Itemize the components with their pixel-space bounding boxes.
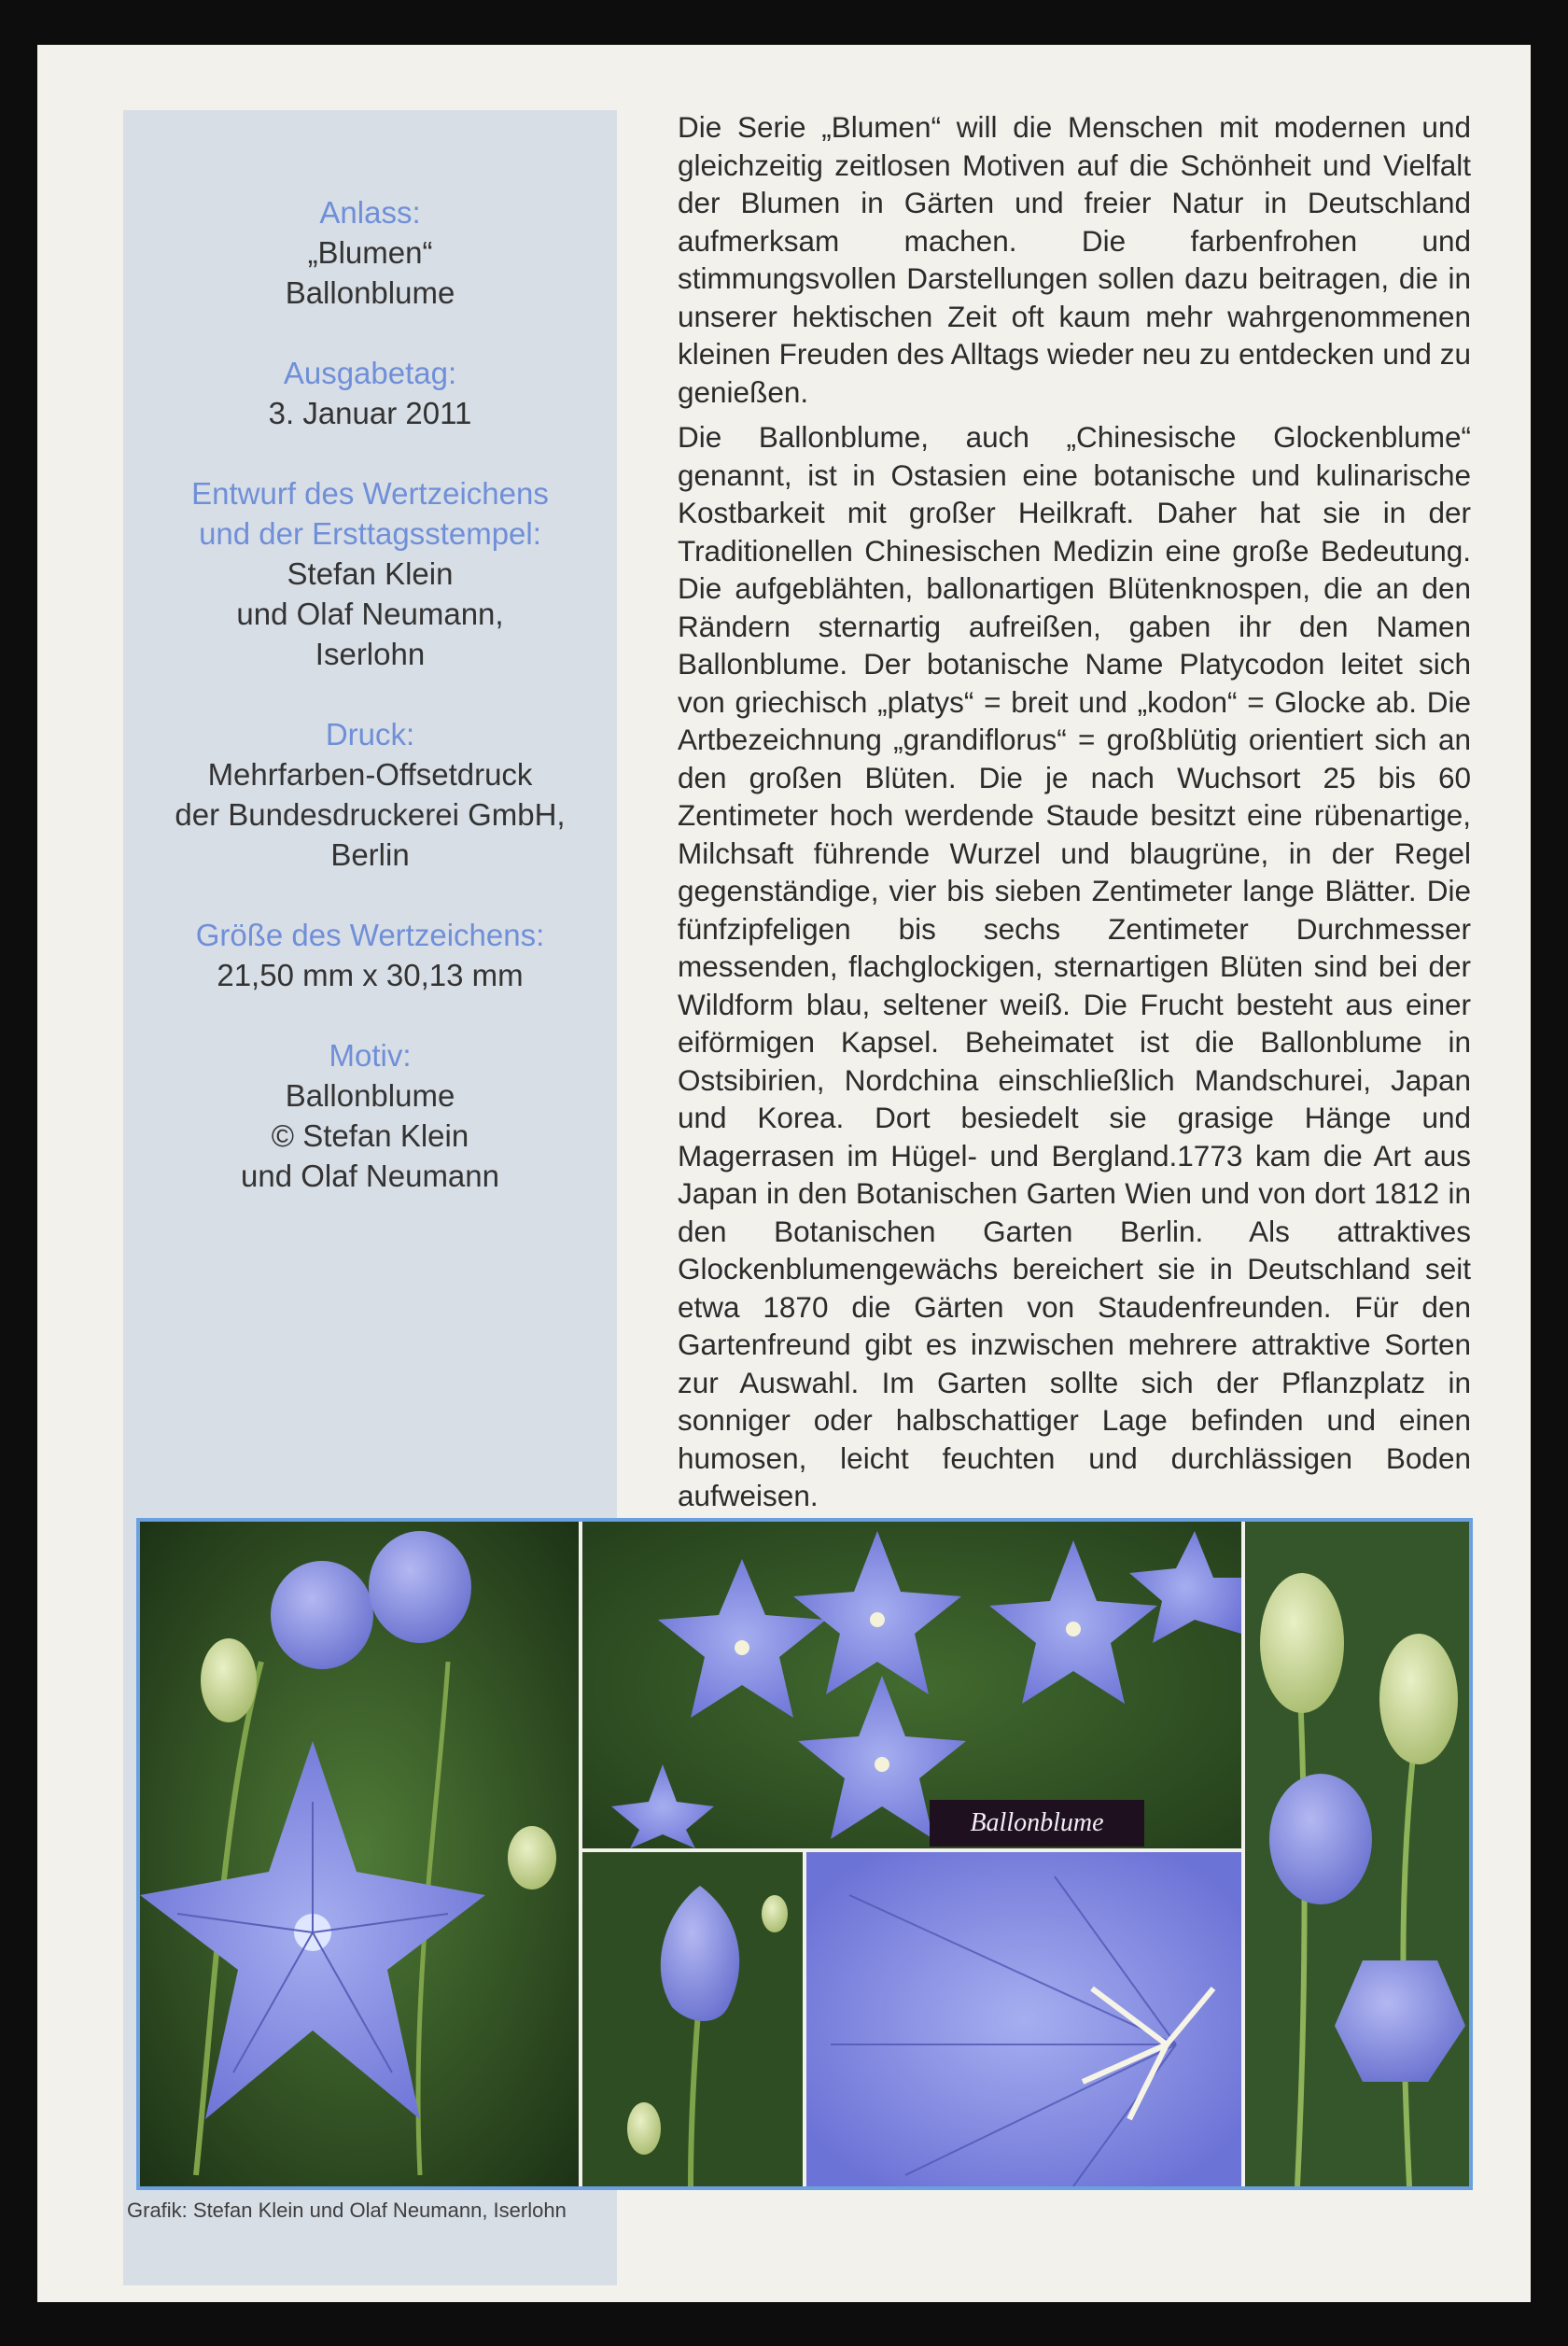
green-bud — [1260, 1573, 1344, 1713]
info-value: 3. Januar 2011 — [268, 396, 472, 430]
article-paragraph-2: Die Ballonblume, auch „Chinesische Glockenblume“ genannt, ist in Ostasien eine botanische und kulinarische Kostbarkeit mit großer Heilkraft. Daher hat sie in der Traditionellen Chinesischen Medizin eine große Bedeutung. Die aufgeblähten, ballonartigen Blütenknospen, die an den Rändern sternartig aufreißen, gaben ihr den Namen Ballonblume. Der botanische Name Platycodon leitet sich von griechisch „platys“ = breit und „kodon“ = Glocke ab. Die Artbezeichnung „grandiflorus“ = großblütig orientiert sich an den großen Blüten. Die je nach Wuchsort 25 bis 60 Zentimeter hoch werdende Staude besitzt eine rübenartige, Milchsaft führende Wurzel und blaugrüne, in der Regel gegenständige, vier bis sieben Zentimeter lange Blätter. Die fünfzipfeligen bis sechs Zentimeter Durchmesser messenden, flachglockigen, sternartigen Blüten sind bei der Wildform blau, seltener weiß. Die Frucht besteht aus einer eiförmigen Kapsel. Beheimatet ist die Ballonblume in Ostsibirien, Nordchina einschließlich Mandschurei, Japan und Korea. Dort besiedelt sie grasige Hänge und Magerrasen im Hügel- und Bergland.1773 kam die Art aus Japan in den Botanischen Garten Wien und von dort 1812 in den Botanischen Garten Berlin. Als attraktives Glockenblumengewächs bereichert sie in Deutschland seit etwa 1870 die Gärten von Staudenfreunden. Für den Gartenfreund gibt es inzwischen mehrere attraktive Sorten zur Auswahl. Im Garten sollte sich der Pflanzplatz in sonniger oder halbschattiger Lage befinden und einen humosen, leicht feuchten und durchlässigen Boden aufweisen. — [678, 420, 1471, 1512]
info-label: Entwurf des Wertzeichens — [191, 476, 549, 511]
brochure-page — [37, 45, 1531, 2302]
photo-panel-right — [1245, 1522, 1469, 2186]
info-value: Berlin — [330, 837, 410, 872]
info-label: Anlass: — [319, 195, 421, 230]
info-stamp-size — [123, 915, 617, 995]
info-value: Iserlohn — [315, 637, 426, 671]
info-label: Motiv: — [329, 1038, 412, 1073]
balloon-bud — [369, 1531, 471, 1643]
photo-credit: Grafik: Stefan Klein und Olaf Neumann, Iserlohn — [127, 2198, 567, 2222]
info-occasion — [123, 192, 617, 313]
info-value: 21,50 mm x 30,13 mm — [217, 958, 524, 992]
balloon-bud — [1269, 1774, 1372, 1904]
photo-caption-label: Ballonblume — [930, 1800, 1144, 1847]
info-label: Druck: — [325, 717, 415, 752]
info-value: und Olaf Neumann, — [236, 597, 504, 631]
green-bud — [201, 1638, 257, 1722]
info-label: Ausgabetag: — [283, 356, 457, 390]
info-value: der Bundesdruckerei GmbH, — [175, 797, 566, 832]
info-design — [123, 473, 617, 674]
balloon-bud — [271, 1561, 373, 1669]
info-label: und der Ersttagsstempel: — [199, 516, 541, 551]
info-motif — [123, 1035, 617, 1196]
article-paragraph-1: Die Serie „Blumen“ will die Menschen mit modernen und gleichzeitig zeitlosen Motiven auf die Schönheit und Vielfalt der Blumen in Gärten und freier Natur in Deutschland aufmerksam machen. Die farbenfrohen und stimmungsvollen Darstellungen sollen dazu beitragen, die in unserer hektischen Zeit oft kaum mehr wahrgenommenen kleinen Freuden des Alltags wieder neu zu entdecken und zu genießen. — [678, 110, 1471, 409]
info-issue-date — [123, 353, 617, 433]
article-text — [678, 108, 1471, 1523]
photo-panel-closeup — [806, 1852, 1241, 2186]
flower-photo-collage — [136, 1518, 1473, 2190]
issue-info — [123, 192, 617, 1236]
info-value: Ballonblume — [285, 275, 455, 310]
info-value: „Blumen“ — [307, 235, 433, 270]
info-value: Mehrfarben-Offsetdruck — [207, 757, 533, 792]
info-value: Ballonblume — [285, 1078, 455, 1113]
info-printing — [123, 714, 617, 875]
photo-panel-left — [140, 1522, 579, 2186]
info-value: © Stefan Klein — [271, 1118, 469, 1153]
info-value: Stefan Klein — [287, 556, 454, 591]
info-value: und Olaf Neumann — [240, 1159, 499, 1193]
photo-panel-bottom-left — [582, 1852, 803, 2186]
info-label: Größe des Wertzeichens: — [195, 918, 545, 952]
green-bud — [1379, 1634, 1458, 1764]
green-bud — [508, 1826, 556, 1889]
